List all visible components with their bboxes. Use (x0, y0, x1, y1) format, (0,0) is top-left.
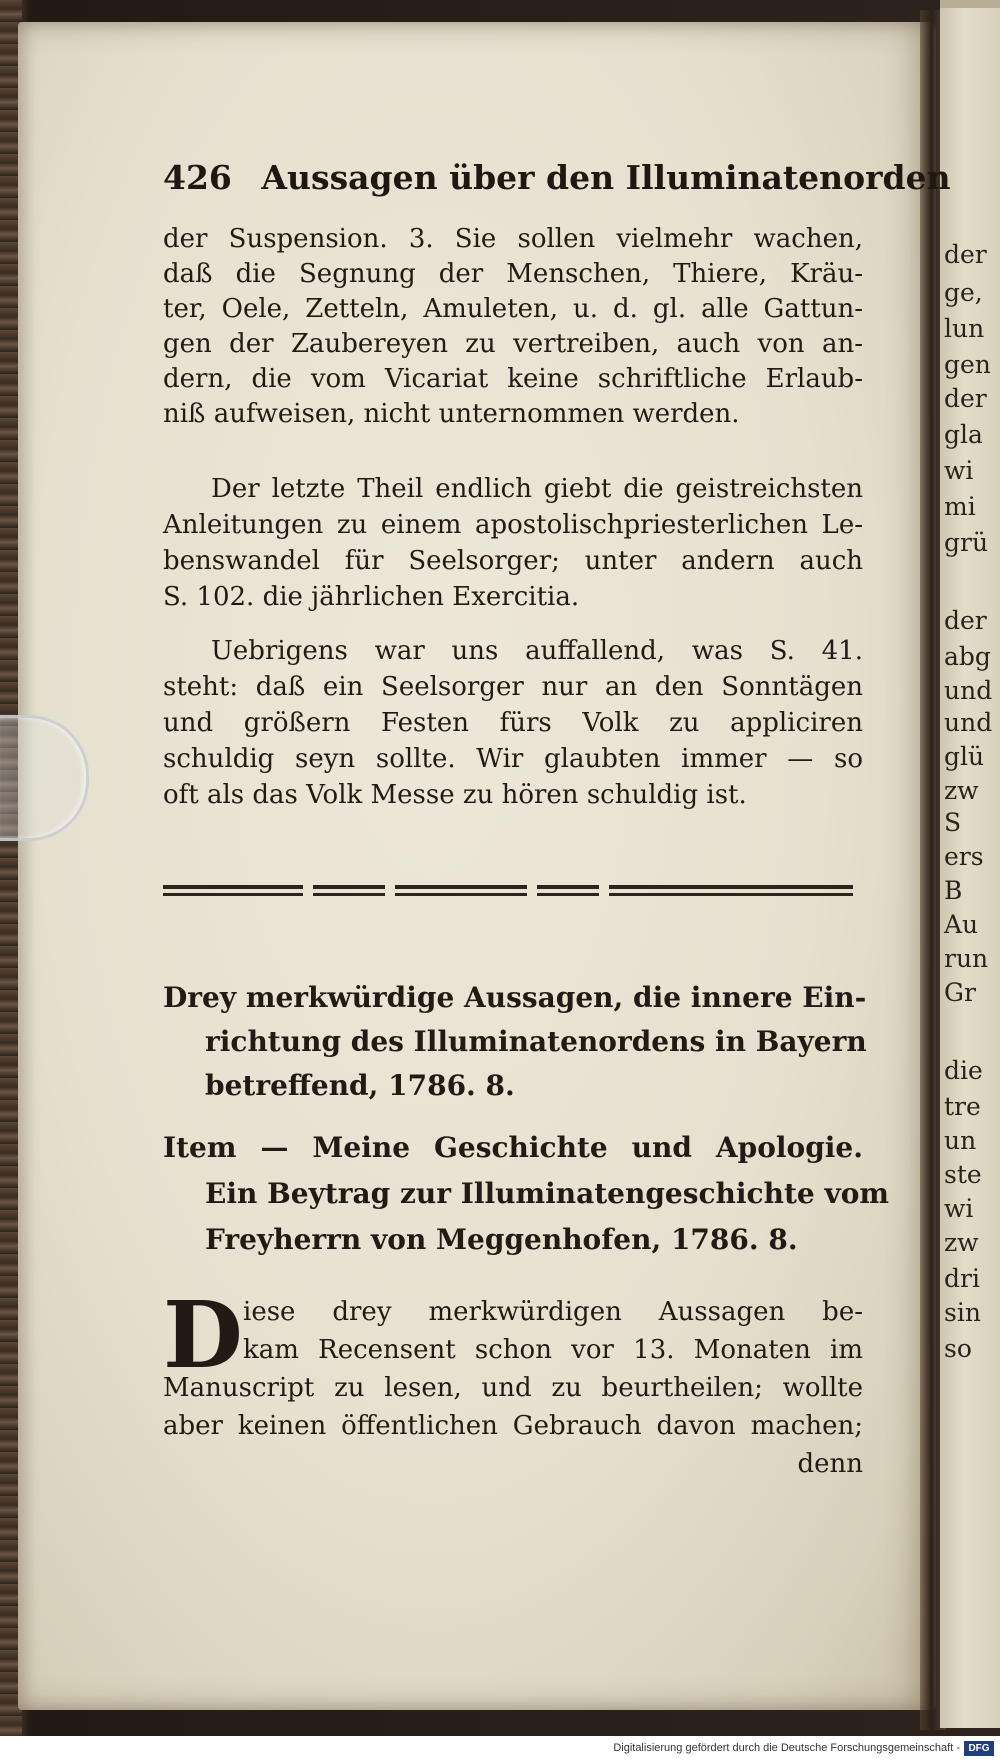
running-title: Aussagen über den Illuminatenorden (261, 158, 951, 197)
facing-page-fragment: B (944, 876, 963, 905)
text-line: aber keinen öffentlichen Gebrauch davon machen; (163, 1411, 863, 1441)
facing-page-fragment: zw (944, 776, 979, 805)
text-line: steht: daß ein Seelsorger nur an den Sonntägen (163, 672, 863, 702)
text-line: der Suspension. 3. Sie sollen vielmehr wachen, (163, 224, 863, 254)
text-line: gen der Zaubereyen zu vertreiben, auch von an- (163, 329, 863, 359)
title-line: Ein Beytrag zur Illuminatengeschichte vom (205, 1177, 890, 1210)
facing-page-fragment: S (944, 808, 962, 837)
footer-credit: Digitalisierung gefördert durch die Deutsche Forschungsgemeinschaft - (613, 1742, 960, 1754)
facing-page-fragment: tre (944, 1092, 981, 1121)
text-line: oft als das Volk Messe zu hören schuldig ist. (163, 780, 747, 810)
facing-page-fragment: zw (944, 1228, 979, 1257)
facing-page-fragment: sin (944, 1298, 981, 1327)
text-line: kam Recensent schon vor 13. Monaten im (243, 1335, 863, 1365)
facing-page-fragment: wi (944, 456, 974, 485)
facing-page-fragment: der (944, 384, 987, 413)
page-number: 426 (163, 158, 232, 197)
facing-page-fragment: wi (944, 1194, 974, 1223)
title-line: richtung des Illuminatenordens in Bayern (205, 1025, 867, 1058)
facing-page-fragment: ers (944, 842, 984, 871)
facing-page-fragment: ge, (944, 278, 983, 307)
facing-page-fragment: der (944, 606, 987, 635)
text-line: ter, Oele, Zetteln, Amuleten, u. d. gl. alle Gattun- (163, 294, 863, 324)
facing-page-fragment: der (944, 240, 987, 269)
facing-page-fragment: un (944, 1126, 977, 1155)
section-separator (163, 885, 853, 899)
facing-page-fragment: gla (944, 420, 983, 449)
text-line: schuldig seyn sollte. Wir glaubten immer — so (163, 744, 863, 774)
facing-page-fragment: run (944, 944, 989, 973)
facing-page-fragment: abg (944, 642, 991, 671)
facing-page-fragment: und (944, 708, 993, 737)
text-line: Der letzte Theil endlich giebt die geistreichsten (211, 474, 863, 504)
digitization-footer (0, 1736, 1000, 1763)
facing-page-fragment: ste (944, 1160, 982, 1189)
title-line: Item — Meine Geschichte und Apologie. (163, 1131, 863, 1164)
title-line: Freyherrn von Meggenhofen, 1786. 8. (205, 1223, 798, 1256)
facing-page-fragment: glü (944, 742, 985, 771)
facing-page-fragment: und (944, 676, 993, 705)
text-line: S. 102. die jährlichen Exercitia. (163, 582, 580, 612)
facing-page-fragment: gen (944, 350, 991, 379)
dfg-logo: DFG (964, 1741, 994, 1756)
text-line: Uebrigens war uns auffallend, was S. 41. (211, 636, 863, 666)
facing-page-fragment: so (944, 1334, 972, 1363)
text-line: Manuscript zu lesen, und zu beurtheilen; wollte (163, 1373, 863, 1403)
text-line: dern, die vom Vicariat keine schriftliche Erlaub- (163, 364, 863, 394)
catchword: denn (797, 1449, 863, 1479)
facing-page-fragment: Gr (944, 978, 976, 1007)
facing-page (940, 8, 1000, 1728)
text-line: benswandel für Seelsorger; unter andern auch (163, 546, 863, 576)
facing-page-fragment: die (944, 1056, 983, 1085)
title-line: Drey merkwürdige Aussagen, die innere Ein- (163, 981, 867, 1014)
facing-page-fragment: lun (944, 314, 985, 343)
running-header (163, 158, 951, 197)
facing-page-fragment: grü (944, 528, 989, 557)
text-line: niß aufweisen, nicht unternommen werden. (163, 399, 740, 429)
text-line: und größern Festen fürs Volk zu appliciren (163, 708, 863, 738)
text-line: Anleitungen zu einem apostolischpriesterlichen Le- (163, 510, 863, 540)
facing-page-fragment: dri (944, 1264, 980, 1293)
text-line: iese drey merkwürdigen Aussagen be- (243, 1297, 863, 1327)
text-line: daß die Segnung der Menschen, Thiere, Kräu- (163, 259, 863, 289)
drop-cap: D (163, 1281, 243, 1389)
title-line: betreffend, 1786. 8. (205, 1069, 515, 1102)
facing-page-fragment: mi (944, 492, 976, 521)
facing-page-fragment: Au (944, 910, 979, 939)
